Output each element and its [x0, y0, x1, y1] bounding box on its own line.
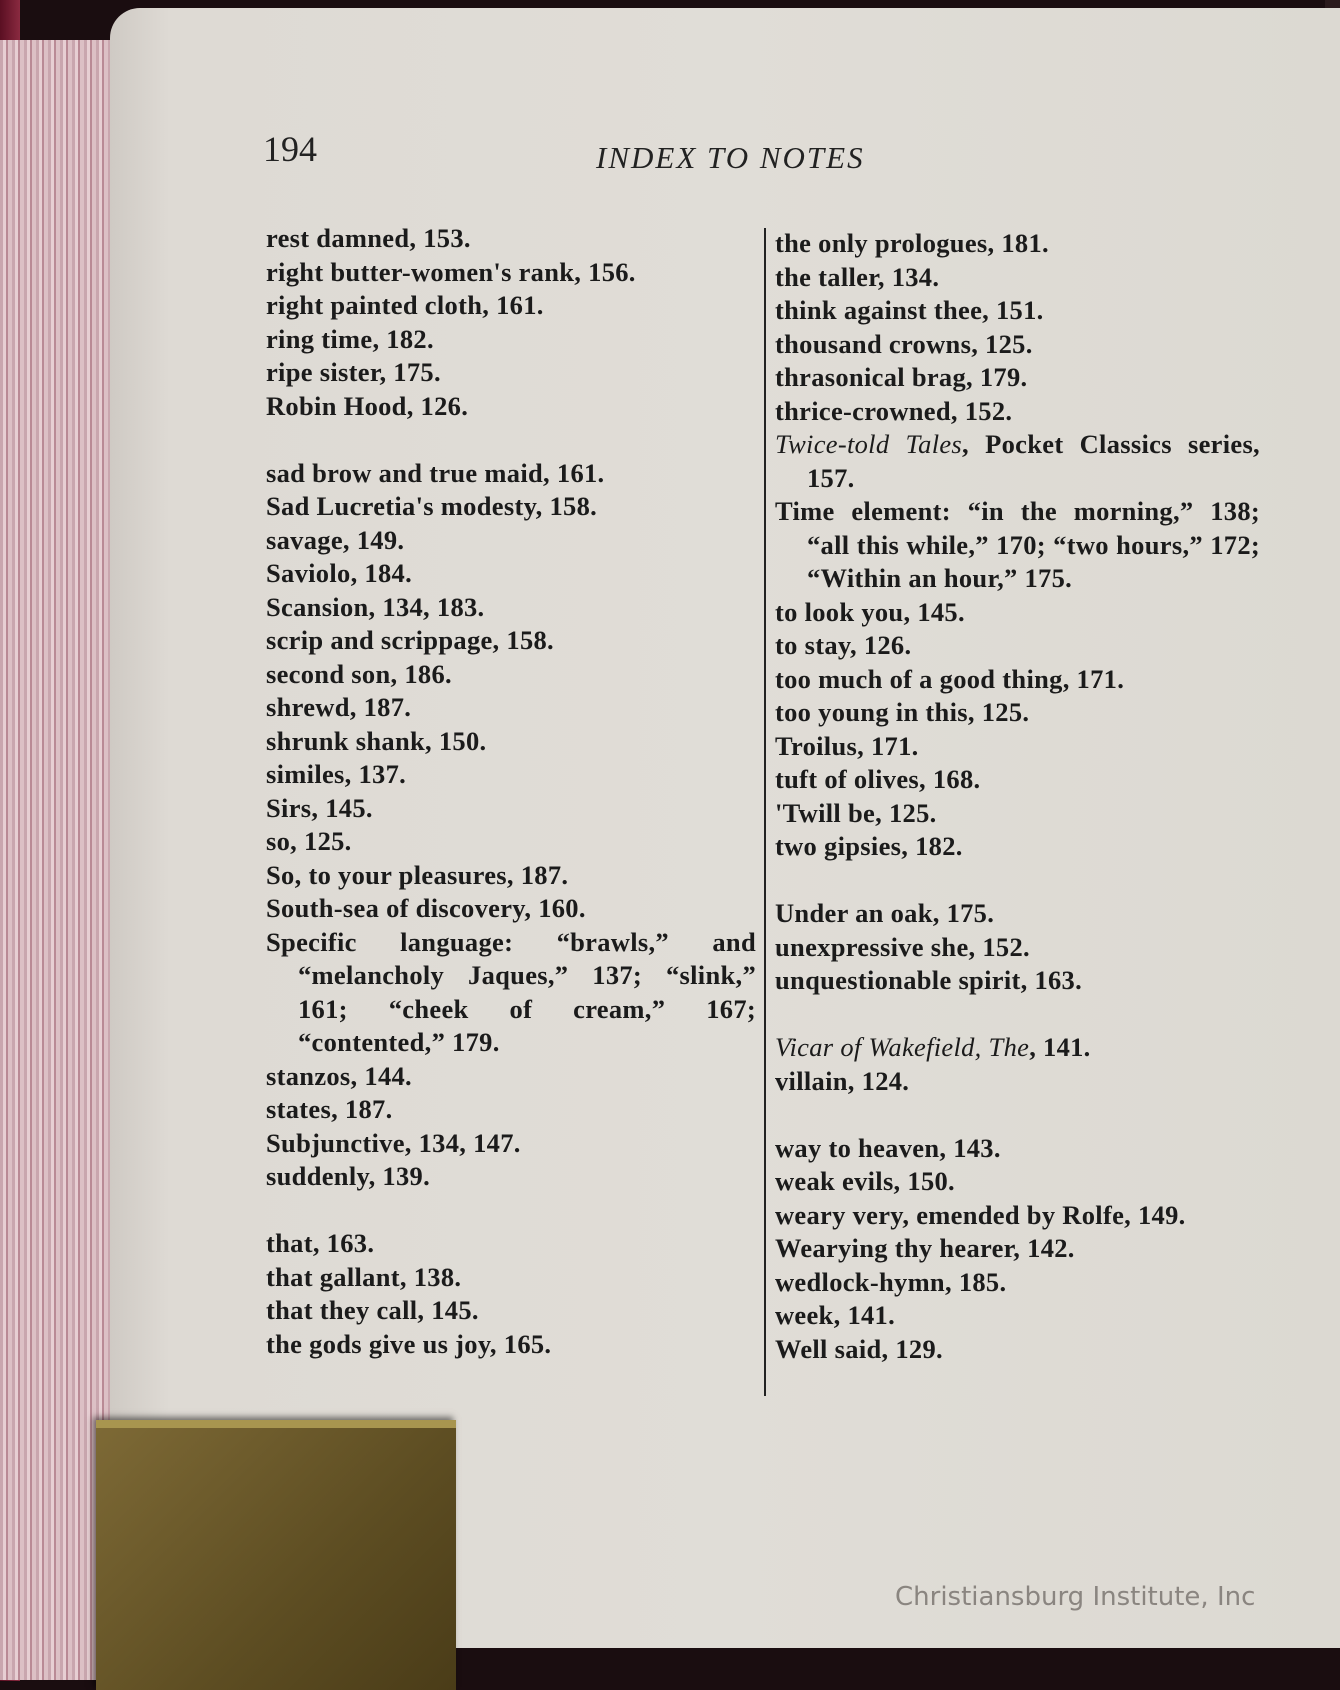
index-entry: right butter-women's rank, 156.	[266, 256, 636, 287]
index-entry: villain, 124.	[775, 1065, 910, 1096]
index-entry: suddenly, 139.	[266, 1161, 431, 1191]
index-column-left	[266, 222, 756, 1361]
index-entry: Sirs, 145.	[266, 792, 373, 823]
index-entry: Troilus, 171.	[775, 730, 919, 761]
index-entry: thousand crowns, 125.	[775, 328, 1033, 359]
index-entry: wedlock-hymn, 185.	[775, 1266, 1007, 1297]
index-entry: Wearying thy hearer, 142.	[775, 1233, 1075, 1263]
index-column-right	[775, 227, 1260, 1366]
index-entry: Scansion, 134, 183.	[266, 591, 485, 622]
bookmark	[96, 1420, 456, 1690]
index-entry: Under an oak, 175.	[775, 898, 995, 928]
index-entry: that they call, 145.	[266, 1295, 479, 1325]
entry-gap	[775, 1098, 1260, 1132]
entry-gap	[775, 998, 1260, 1032]
index-entry: Sad Lucretia's modesty, 158.	[266, 491, 598, 521]
entry-gap	[775, 864, 1260, 898]
index-entry: tuft of olives, 168.	[775, 764, 981, 794]
index-entry: unquestionable spirit, 163.	[775, 965, 1083, 995]
bookmark-edge	[96, 1420, 456, 1428]
index-entry: ripe sister, 175.	[266, 357, 441, 387]
index-entry: too young in this, 125.	[775, 697, 1030, 727]
index-entry: to look you, 145.	[775, 596, 965, 627]
index-entry: that, 163.	[266, 1228, 375, 1258]
index-entry: to stay, 126.	[775, 630, 912, 660]
index-entry: 'Twill be, 125.	[775, 797, 937, 828]
index-entry: second son, 186.	[266, 658, 452, 689]
index-entry: ring time, 182.	[266, 323, 434, 354]
index-entry: the only prologues, 181.	[775, 228, 1049, 258]
index-entry: so, 125.	[266, 826, 352, 856]
index-entry: So, to your pleasures, 187.	[266, 859, 569, 890]
book-bottom-edge	[440, 1648, 1340, 1681]
index-entry	[775, 428, 1260, 495]
index-entry: scrip and scrippage, 158.	[266, 625, 554, 655]
index-entry: shrunk shank, 150.	[266, 725, 487, 756]
index-entry: savage, 149.	[266, 524, 405, 555]
index-entry: sad brow and true maid, 161.	[266, 457, 605, 488]
page-number: 194	[263, 129, 317, 169]
index-entry: Well said, 129.	[775, 1333, 943, 1364]
index-entry: states, 187.	[266, 1094, 393, 1124]
index-entry: rest damned, 153.	[266, 223, 471, 253]
index-entry: Robin Hood, 126.	[266, 390, 469, 421]
index-entry: shrewd, 187.	[266, 692, 412, 722]
index-entry: too much of a good thing, 171.	[775, 663, 1125, 694]
entry-rest: , Pocket Classics series, 157.	[807, 429, 1260, 493]
index-entry: weary very, emended by Rolfe, 149.	[775, 1199, 1186, 1230]
index-entry: right painted cloth, 161.	[266, 290, 544, 320]
page-title: INDEX TO NOTES	[596, 140, 865, 175]
index-entry: the gods give us joy, 165.	[266, 1328, 552, 1359]
index-entry: South-sea of discovery, 160.	[266, 893, 586, 923]
entry-title-italic: Twice-told Tales	[775, 429, 963, 459]
watermark: Christiansburg Institute, Inc	[895, 1582, 1256, 1612]
entry-rest: , 141.	[1029, 1032, 1091, 1062]
index-entry: unexpressive she, 152.	[775, 931, 1030, 962]
index-entry: Saviolo, 184.	[266, 558, 412, 588]
index-entry: thrasonical brag, 179.	[775, 362, 1028, 392]
index-entry: thrice-crowned, 152.	[775, 395, 1013, 426]
index-entry: the taller, 134.	[775, 261, 940, 292]
index-entry	[775, 1031, 1260, 1065]
index-entry: stanzos, 144.	[266, 1060, 412, 1091]
index-entry: two gipsies, 182.	[775, 831, 963, 861]
index-entry: think against thee, 151.	[775, 295, 1044, 325]
index-entry: Time element: “in the morning,” 138; “all this while,” 170; “two hours,” 172; “Within an hour,” 175.	[775, 496, 1260, 593]
index-entry: similes, 137.	[266, 759, 407, 789]
index-entry: Specific language: “brawls,” and “melancholy Jaques,” 137; “slink,” 161; “cheek of cream,” 167; “contented,” 179.	[266, 926, 756, 1057]
index-entry: weak evils, 150.	[775, 1166, 955, 1196]
index-entry: Subjunctive, 134, 147.	[266, 1127, 521, 1158]
entry-title-italic: Vicar of Wakefield, The	[775, 1032, 1030, 1062]
column-divider	[764, 228, 766, 1396]
entry-gap	[266, 1194, 756, 1228]
index-entry: that gallant, 138.	[266, 1261, 462, 1292]
index-entry: way to heaven, 143.	[775, 1132, 1001, 1163]
index-entry: week, 141.	[775, 1300, 896, 1330]
entry-gap	[266, 423, 756, 457]
